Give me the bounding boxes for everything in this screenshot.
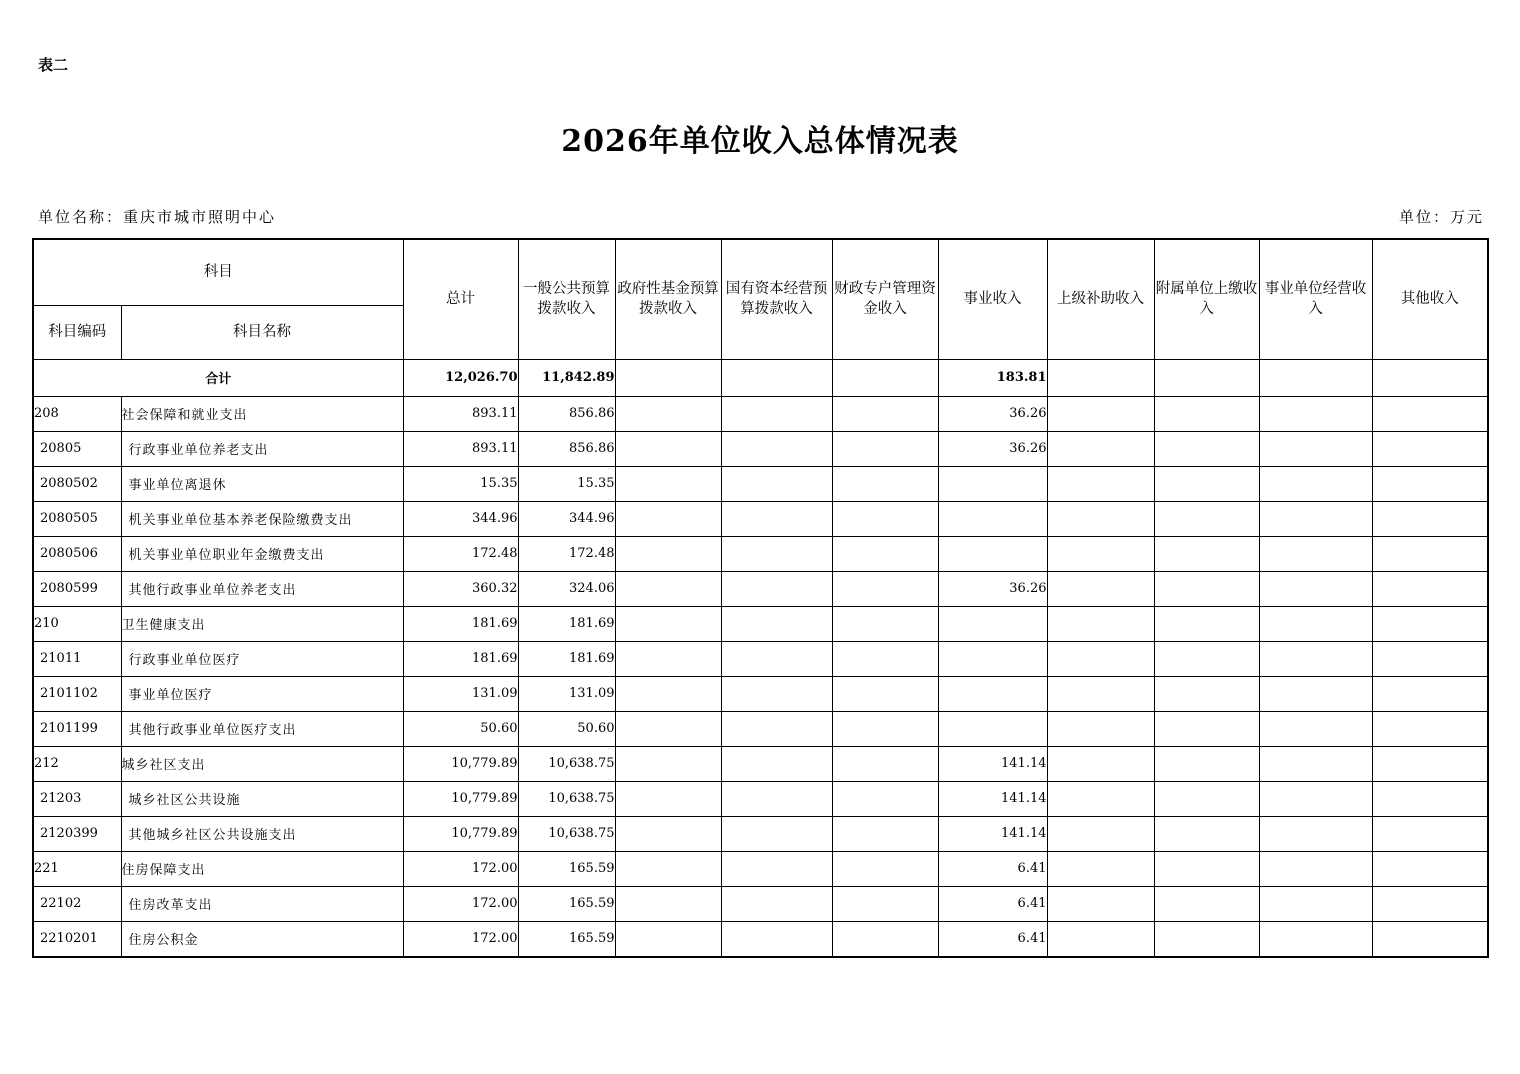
row-general-budget: 344.96 [518,501,615,536]
row-total: 181.69 [403,641,518,676]
row-affiliate-income [1154,921,1259,957]
code-header: 科目编码 [33,305,121,359]
row-fiscal-special [832,641,938,676]
row-business-income [938,501,1047,536]
table-row [33,816,1488,851]
row-business-income [938,536,1047,571]
row-other-income [1372,921,1488,957]
row-gov-fund [615,746,721,781]
row-name: 事业单位医疗 [121,676,403,711]
row-state-capital [721,676,832,711]
row-operating-income [1259,536,1372,571]
table-row [33,851,1488,886]
row-name: 卫生健康支出 [121,606,403,641]
row-fiscal-special [832,571,938,606]
row-fiscal-special [832,676,938,711]
row-affiliate-income [1154,676,1259,711]
row-superior-subsidy [1047,501,1154,536]
row-superior-subsidy [1047,466,1154,501]
row-operating-income [1259,431,1372,466]
row-affiliate-income [1154,466,1259,501]
row-business-income: 141.14 [938,816,1047,851]
row-fiscal-special [832,816,938,851]
row-other-income [1372,466,1488,501]
subject-header: 科目 [33,239,403,305]
row-state-capital [721,606,832,641]
row-business-income [938,466,1047,501]
row-general-budget: 165.59 [518,921,615,957]
row-business-income: 141.14 [938,781,1047,816]
row-name: 机关事业单位职业年金缴费支出 [121,536,403,571]
row-other-income [1372,431,1488,466]
row-name: 城乡社区公共设施 [121,781,403,816]
row-general-budget: 10,638.75 [518,816,615,851]
row-superior-subsidy [1047,746,1154,781]
total-label: 合计 [33,359,403,396]
row-gov-fund [615,711,721,746]
row-state-capital [721,886,832,921]
row-operating-income [1259,466,1372,501]
row-operating-income [1259,781,1372,816]
row-total: 172.00 [403,851,518,886]
superior-subsidy-header: 上级补助收入 [1047,239,1154,359]
row-business-income [938,641,1047,676]
row-gov-fund [615,816,721,851]
row-operating-income [1259,711,1372,746]
row-code: 2080502 [33,466,121,501]
row-affiliate-income [1154,501,1259,536]
table-row [33,781,1488,816]
row-gov-fund [615,536,721,571]
row-operating-income [1259,851,1372,886]
row-name: 行政事业单位医疗 [121,641,403,676]
row-general-budget: 181.69 [518,606,615,641]
row-other-income [1372,746,1488,781]
row-affiliate-income [1154,606,1259,641]
row-general-budget: 165.59 [518,851,615,886]
total-header: 总计 [403,239,518,359]
row-code: 221 [33,851,121,886]
row-fiscal-special [832,466,938,501]
row-business-income: 6.41 [938,851,1047,886]
row-gov-fund [615,431,721,466]
row-business-income [938,606,1047,641]
row-gov-fund [615,466,721,501]
row-gov-fund [615,396,721,431]
row-total: 131.09 [403,676,518,711]
row-operating-income [1259,501,1372,536]
total-row [33,359,1488,396]
row-gov-fund [615,886,721,921]
row-name: 住房保障支出 [121,851,403,886]
total-total: 12,026.70 [403,359,518,396]
row-gov-fund [615,571,721,606]
row-operating-income [1259,396,1372,431]
row-state-capital [721,536,832,571]
table-row [33,571,1488,606]
row-code: 2080599 [33,571,121,606]
row-affiliate-income [1154,536,1259,571]
row-business-income: 36.26 [938,396,1047,431]
row-name: 事业单位离退休 [121,466,403,501]
row-general-budget: 181.69 [518,641,615,676]
row-total: 360.32 [403,571,518,606]
row-gov-fund [615,641,721,676]
row-fiscal-special [832,396,938,431]
table-row [33,746,1488,781]
row-other-income [1372,676,1488,711]
table-row [33,711,1488,746]
row-state-capital [721,641,832,676]
row-operating-income [1259,816,1372,851]
row-code: 2101199 [33,711,121,746]
row-total: 893.11 [403,431,518,466]
row-superior-subsidy [1047,781,1154,816]
name-header: 科目名称 [121,305,403,359]
row-code: 2080506 [33,536,121,571]
row-name: 其他行政事业单位医疗支出 [121,711,403,746]
row-superior-subsidy [1047,851,1154,886]
table-row [33,466,1488,501]
row-gov-fund [615,606,721,641]
row-state-capital [721,396,832,431]
row-general-budget: 15.35 [518,466,615,501]
row-operating-income [1259,921,1372,957]
row-superior-subsidy [1047,676,1154,711]
row-fiscal-special [832,746,938,781]
row-operating-income [1259,571,1372,606]
row-affiliate-income [1154,571,1259,606]
row-affiliate-income [1154,396,1259,431]
income-table [32,238,1489,958]
row-total: 181.69 [403,606,518,641]
row-state-capital [721,501,832,536]
row-fiscal-special [832,606,938,641]
row-general-budget: 10,638.75 [518,781,615,816]
row-total: 10,779.89 [403,816,518,851]
row-business-income: 141.14 [938,746,1047,781]
table-row [33,501,1488,536]
row-other-income [1372,536,1488,571]
row-code: 2120399 [33,816,121,851]
row-code: 21011 [33,641,121,676]
row-name: 住房公积金 [121,921,403,957]
state-capital-header: 国有资本经营预算拨款收入 [721,239,832,359]
row-state-capital [721,851,832,886]
general-budget-header: 一般公共预算拨款收入 [518,239,615,359]
unit-name: 单位名称：重庆市城市照明中心 [38,208,277,226]
row-fiscal-special [832,536,938,571]
row-name: 行政事业单位养老支出 [121,431,403,466]
row-general-budget: 10,638.75 [518,746,615,781]
row-general-budget: 172.48 [518,536,615,571]
row-fiscal-special [832,501,938,536]
row-other-income [1372,781,1488,816]
row-total: 15.35 [403,466,518,501]
row-code: 210 [33,606,121,641]
row-other-income [1372,851,1488,886]
fiscal-special-header: 财政专户管理资金收入 [832,239,938,359]
total-general-budget: 11,842.89 [518,359,615,396]
row-other-income [1372,606,1488,641]
row-fiscal-special [832,431,938,466]
row-general-budget: 131.09 [518,676,615,711]
row-operating-income [1259,676,1372,711]
row-total: 344.96 [403,501,518,536]
row-code: 2210201 [33,921,121,957]
row-state-capital [721,921,832,957]
row-affiliate-income [1154,641,1259,676]
row-total: 50.60 [403,711,518,746]
row-name: 其他行政事业单位养老支出 [121,571,403,606]
row-business-income: 36.26 [938,431,1047,466]
row-operating-income [1259,606,1372,641]
row-affiliate-income [1154,431,1259,466]
row-superior-subsidy [1047,396,1154,431]
row-affiliate-income [1154,886,1259,921]
row-state-capital [721,746,832,781]
row-operating-income [1259,641,1372,676]
row-code: 21203 [33,781,121,816]
business-income-header: 事业收入 [938,239,1047,359]
row-name: 其他城乡社区公共设施支出 [121,816,403,851]
row-state-capital [721,781,832,816]
currency-unit: 单位：万元 [1398,208,1484,226]
row-business-income [938,711,1047,746]
row-state-capital [721,431,832,466]
row-business-income: 6.41 [938,921,1047,957]
row-superior-subsidy [1047,711,1154,746]
page-title: 2026年单位收入总体情况表 [561,124,959,159]
row-business-income [938,676,1047,711]
row-name: 社会保障和就业支出 [121,396,403,431]
row-code: 2080505 [33,501,121,536]
row-fiscal-special [832,711,938,746]
other-income-header: 其他收入 [1372,239,1488,359]
table-row [33,921,1488,957]
row-state-capital [721,711,832,746]
row-gov-fund [615,921,721,957]
table-row [33,676,1488,711]
row-total: 10,779.89 [403,746,518,781]
row-general-budget: 324.06 [518,571,615,606]
row-code: 208 [33,396,121,431]
row-other-income [1372,816,1488,851]
table-row [33,606,1488,641]
row-total: 893.11 [403,396,518,431]
row-operating-income [1259,886,1372,921]
row-superior-subsidy [1047,536,1154,571]
row-operating-income [1259,746,1372,781]
row-business-income: 36.26 [938,571,1047,606]
row-fiscal-special [832,851,938,886]
row-code: 20805 [33,431,121,466]
row-gov-fund [615,676,721,711]
row-gov-fund [615,851,721,886]
row-general-budget: 165.59 [518,886,615,921]
row-general-budget: 856.86 [518,431,615,466]
row-total: 172.00 [403,886,518,921]
table-tag: 表二 [38,56,69,74]
table-row [33,886,1488,921]
row-superior-subsidy [1047,606,1154,641]
row-superior-subsidy [1047,886,1154,921]
row-state-capital [721,571,832,606]
row-superior-subsidy [1047,921,1154,957]
row-other-income [1372,396,1488,431]
row-superior-subsidy [1047,431,1154,466]
row-fiscal-special [832,886,938,921]
row-other-income [1372,571,1488,606]
row-other-income [1372,711,1488,746]
row-total: 172.48 [403,536,518,571]
row-superior-subsidy [1047,641,1154,676]
row-fiscal-special [832,781,938,816]
affiliate-income-header: 附属单位上缴收入 [1154,239,1259,359]
table-row [33,431,1488,466]
row-total: 10,779.89 [403,781,518,816]
row-name: 机关事业单位基本养老保险缴费支出 [121,501,403,536]
row-affiliate-income [1154,711,1259,746]
row-business-income: 6.41 [938,886,1047,921]
row-state-capital [721,466,832,501]
row-affiliate-income [1154,781,1259,816]
row-code: 2101102 [33,676,121,711]
row-superior-subsidy [1047,816,1154,851]
row-name: 住房改革支出 [121,886,403,921]
row-state-capital [721,816,832,851]
table-row [33,641,1488,676]
row-other-income [1372,886,1488,921]
row-general-budget: 50.60 [518,711,615,746]
row-code: 212 [33,746,121,781]
row-fiscal-special [832,921,938,957]
row-gov-fund [615,781,721,816]
row-other-income [1372,501,1488,536]
gov-fund-header: 政府性基金预算拨款收入 [615,239,721,359]
table-row [33,396,1488,431]
row-superior-subsidy [1047,571,1154,606]
row-total: 172.00 [403,921,518,957]
total-business-income: 183.81 [938,359,1047,396]
row-affiliate-income [1154,851,1259,886]
row-gov-fund [615,501,721,536]
row-affiliate-income [1154,746,1259,781]
row-other-income [1372,641,1488,676]
row-name: 城乡社区支出 [121,746,403,781]
row-general-budget: 856.86 [518,396,615,431]
row-code: 22102 [33,886,121,921]
table-row [33,536,1488,571]
operating-income-header: 事业单位经营收入 [1259,239,1372,359]
row-affiliate-income [1154,816,1259,851]
